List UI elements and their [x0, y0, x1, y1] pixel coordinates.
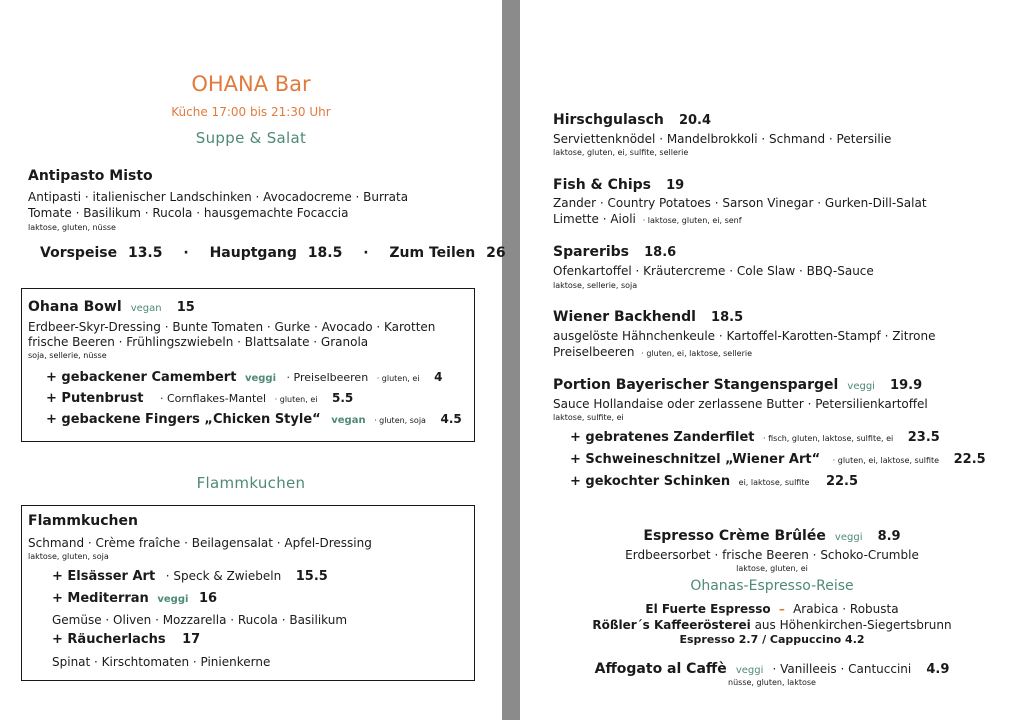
tag-vegan: vegan [130, 303, 162, 314]
variant-desc: · Speck & Zwiebeln [165, 569, 282, 583]
item-desc-line: Limette · Aioli [553, 212, 636, 226]
item-desc [553, 212, 742, 226]
espresso-line-2 [520, 618, 1024, 632]
addon-name: + Putenbrust [46, 391, 144, 406]
item-desc-bowl-2: frische Beeren · Frühlingszwiebeln · Blattsalate · Granola [28, 335, 369, 349]
item-desc: Ofenkartoffel · Kräutercreme · Cole Slaw · BBQ-Sauce [553, 264, 874, 278]
dessert-header [520, 525, 1024, 544]
variant-name: + Mediterran [52, 591, 149, 606]
item-header [553, 109, 711, 128]
espresso-dash: – [778, 602, 785, 616]
addon-row [46, 391, 353, 406]
variant-row [52, 569, 328, 584]
roaster-location: aus Höhenkirchen-Siegertsbrunn [754, 618, 952, 632]
addon-allergens: · gluten, ei, laktose, sulfite [832, 456, 940, 465]
item-desc-bowl-1: Erdbeer-Skyr-Dressing · Bunte Tomaten · Gurke · Avocado · Karotten [28, 320, 436, 334]
item-price-bowl: 15 [176, 300, 195, 315]
addon-name: + gebackener Camembert [46, 370, 237, 385]
item-desc: Serviettenknödel · Mandelbrokkoli · Schmand · Petersilie [553, 132, 892, 146]
item-allergens: · gluten, ei, laktose, sellerie [641, 349, 753, 358]
item-price: 20.4 [678, 113, 712, 128]
item-allergens: laktose, gluten, ei, sulfite, sellerie [553, 148, 689, 157]
affogato-allergens: nüsse, gluten, laktose [728, 678, 816, 687]
variant-name: + Elsässer Art [52, 569, 156, 584]
addon-name: + gebratenes Zanderfilet [570, 430, 755, 445]
addon-price: 22.5 [953, 452, 986, 467]
addon-price: 23.5 [907, 430, 940, 445]
variant-price: 16 [198, 591, 218, 606]
kitchen-hours: Küche 17:00 bis 21:30 Uhr [171, 105, 331, 119]
addon-price: 5.5 [332, 391, 354, 405]
size-separator: · [183, 245, 189, 261]
espresso-title: Ohanas-Espresso-Reise [690, 578, 854, 594]
menu-title: OHANA Bar [191, 72, 311, 96]
item-desc-antipasto-1: Antipasti · italienischer Landschinken · Avocadocreme · Burrata [28, 190, 409, 204]
size-price: 26 [486, 245, 506, 261]
addon-row [570, 430, 940, 445]
addon-allergens: ei, laktose, sulfite [738, 478, 810, 487]
tag-veggi: veggi [735, 665, 764, 676]
size-price: 18.5 [307, 245, 343, 261]
variant-price: 15.5 [295, 569, 328, 584]
addon-desc: · Cornflakes-Mantel [159, 392, 267, 405]
variant-row [52, 591, 217, 606]
antipasto-sizes [40, 245, 506, 261]
dessert-desc: Erdbeersorbet · frische Beeren · Schoko-Crumble [625, 548, 919, 562]
espresso-prices: Espresso 2.7 / Cappuccino 4.2 [679, 633, 865, 646]
item-header [553, 174, 684, 193]
item-name: Hirschgulasch [553, 112, 664, 128]
addon-price: 22.5 [825, 474, 859, 489]
tag-vegan: vegan [331, 415, 366, 426]
item-name: Portion Bayerischer Stangenspargel [553, 377, 839, 393]
addon-allergens: · gluten, ei [274, 395, 318, 404]
item-price: 8.9 [877, 529, 901, 544]
item-header [553, 374, 922, 393]
item-name: Affogato al Caffè [594, 661, 727, 677]
item-name-antipasto: Antipasto Misto [28, 168, 153, 184]
item-name-bowl: Ohana Bowl [28, 299, 122, 315]
addon-desc: · Preiselbeeren [286, 371, 369, 384]
addon-row [570, 452, 986, 467]
item-allergens: · laktose, gluten, ei, senf [642, 216, 742, 225]
variant-sub: Gemüse · Oliven · Mozzarella · Rucola · Basilikum [52, 613, 348, 627]
addon-allergens: · fisch, gluten, laktose, sulfite, ei [763, 434, 894, 443]
tag-veggi: veggi [847, 381, 875, 392]
addon-allergens: · gluten, ei [376, 374, 420, 383]
addon-name: + gebackene Fingers „Chicken Style“ [46, 412, 321, 427]
item-header [553, 241, 676, 260]
item-allergens-antipasto: laktose, gluten, nüsse [28, 223, 116, 232]
section-title-suppe-salat: Suppe & Salat [195, 129, 307, 147]
item-allergens: laktose, sulfite, ei [553, 413, 624, 422]
size-separator: · [363, 245, 369, 261]
item-desc-line: Preiselbeeren [553, 345, 635, 359]
addon-name: + Schweineschnitzel „Wiener Art“ [570, 452, 821, 467]
affogato-header [520, 658, 1024, 677]
item-name: Fish & Chips [553, 177, 652, 193]
item-price: 19.9 [890, 378, 923, 393]
item-price: 18.5 [711, 310, 744, 325]
menu-page-left [0, 0, 506, 720]
size-label: Vorspeise [40, 245, 118, 261]
dessert-allergens: laktose, gluten, ei [736, 564, 808, 573]
item-name: Espresso Crème Brûlée [643, 528, 826, 544]
roaster-name: Rößler´s Kaffeerösterei [592, 618, 751, 632]
item-allergens: laktose, sellerie, soja [553, 281, 638, 290]
item-desc-antipasto-2: Tomate · Basilikum · Rucola · hausgemachte Focaccia [28, 206, 349, 220]
variant-row [52, 632, 200, 647]
addon-allergens: · gluten, soja [374, 416, 426, 425]
item-desc: Zander · Country Potatoes · Sarson Vinegar · Gurken-Dill-Salat [553, 196, 927, 210]
espresso-name: El Fuerte Espresso [645, 602, 771, 616]
item-price: 4.9 [926, 662, 950, 677]
tag-veggi: veggi [834, 532, 863, 543]
variant-name: + Räucherlachs [52, 632, 166, 647]
section-title-flammkuchen: Flammkuchen [196, 474, 306, 492]
item-price: 18.6 [644, 245, 677, 260]
addon-row [46, 370, 442, 385]
addon-row [570, 474, 858, 489]
tag-veggi: veggi [157, 594, 189, 605]
variant-sub: Spinat · Kirschtomaten · Pinienkerne [52, 655, 271, 669]
item-header [553, 306, 743, 325]
size-label: Hauptgang [209, 245, 297, 261]
addon-price: 4.5 [440, 412, 462, 426]
item-desc: Sauce Hollandaise oder zerlassene Butter · Petersilienkartoffel [553, 397, 928, 411]
item-name: Wiener Backhendl [553, 309, 696, 325]
variant-price: 17 [182, 632, 201, 647]
item-name: Spareribs [553, 244, 630, 260]
size-label: Zum Teilen [389, 245, 476, 261]
item-allergens-flammkuchen: laktose, gluten, soja [28, 552, 109, 561]
espresso-beans: Arabica · Robusta [793, 602, 899, 616]
item-desc: · Vanilleeis · Cantuccini [772, 662, 912, 676]
item-desc [553, 345, 752, 359]
addon-row [46, 412, 462, 427]
addon-name: + gekochter Schinken [570, 474, 731, 489]
item-price: 19 [666, 178, 685, 193]
item-header-bowl [28, 296, 195, 315]
menu-page-right [520, 0, 1024, 720]
espresso-line-1 [520, 602, 1024, 616]
addon-price: 4 [434, 370, 443, 384]
item-desc-flammkuchen: Schmand · Crème fraîche · Beilagensalat · Apfel-Dressing [28, 536, 372, 550]
size-price: 13.5 [127, 245, 163, 261]
item-desc: ausgelöste Hähnchenkeule · Kartoffel-Karotten-Stampf · Zitrone [553, 329, 936, 343]
item-name-flammkuchen: Flammkuchen [28, 513, 138, 529]
item-allergens-bowl: soja, sellerie, nüsse [28, 351, 107, 360]
tag-veggi: veggi [244, 373, 276, 384]
